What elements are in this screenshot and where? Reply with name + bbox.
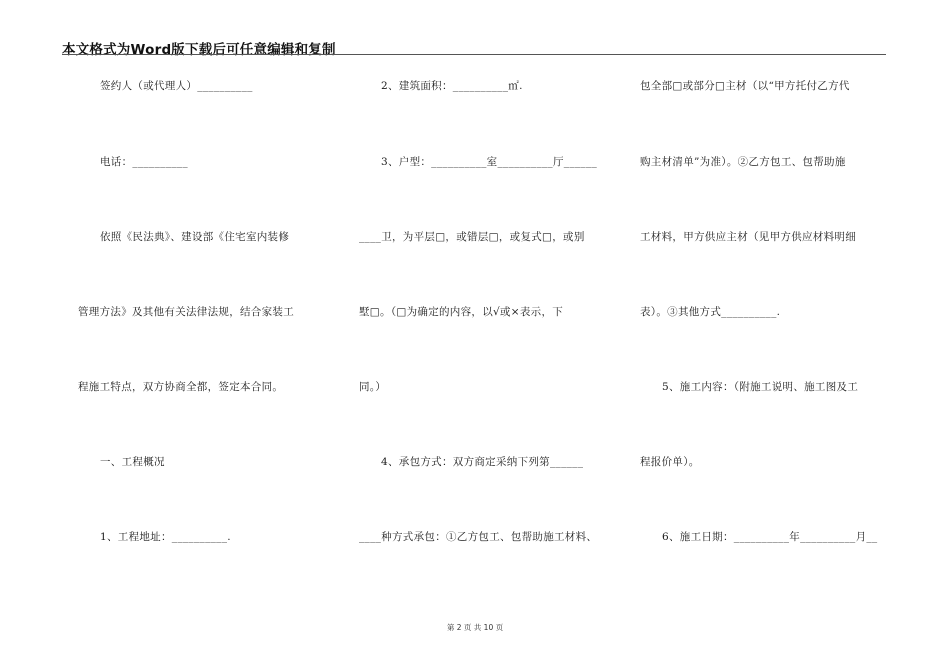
text-line: 包全部□或部分□主材（以“甲方托付乙方代 [640,80,850,92]
text-line: 1、工程地址：__________. [100,531,231,543]
text-line: 程施工特点，双方协商全都，签定本合同。 [78,381,284,393]
text-line: 3、户型：__________室__________厅______ [381,156,598,168]
text-line: 6、施工日期：__________年__________月__ [662,531,878,543]
page-number: 第 2 页 共 10 页 [446,623,504,632]
text-line: 墅□。（□为确定的内容，以√或×表示，下 [359,306,564,318]
text-line: 程报价单）。 [640,456,700,468]
text-column-1 [78,0,323,672]
text-column-3 [640,0,886,672]
text-line: 同。） [359,381,387,393]
text-line: ____卫，为平层□，或错层□，或复式□，或别 [359,231,585,243]
text-line: 5、施工内容：（附施工说明、施工图及工 [662,381,859,393]
text-line: 签约人（或代理人）__________ [100,80,253,92]
text-line: 2、建筑面积：__________㎡. [381,80,523,92]
text-line: ____种方式承包：①乙方包工、包帮助施工材料、 [359,531,598,543]
text-line: 购主材清单”为准）。②乙方包工、包帮助施 [640,156,846,168]
text-line: 工材料，甲方供应主材（见甲方供应材料明细 [640,231,856,243]
text-line: 电话：__________ [100,156,188,168]
text-line: 表）。③其他方式__________. [640,306,781,318]
section-heading: 一、工程概况 [100,456,165,468]
text-line: 管理方法》及其他有关法律法规，结合家装工 [78,306,294,318]
text-line: 依照《民法典》、建设部《住宅室内装修 [100,231,290,243]
text-column-2 [359,0,614,672]
document-header-title: 本文格式为Word版下载后可任意编辑和复制 [62,42,336,58]
text-line: 4、承包方式：双方商定采纳下列第______ [381,456,584,468]
